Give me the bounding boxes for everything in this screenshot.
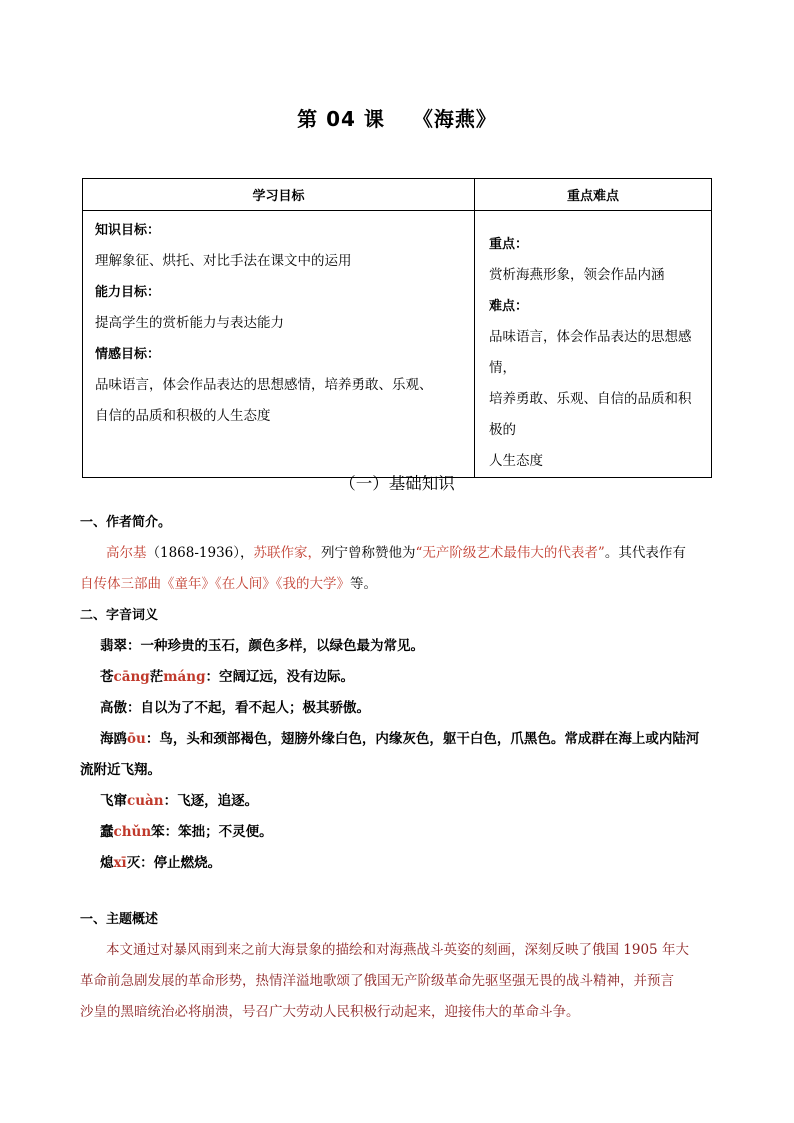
author-works-line: [80, 569, 725, 600]
author-nationality: 苏联作家，: [253, 545, 322, 561]
vocab-item: 翡翠：一种珍贵的玉石，颜色多样，以绿色最为常见。: [100, 638, 424, 654]
theme-text-2: 革命前急剧发展的革命形势，热情洋溢地歌颂了俄国无产阶级革命先驱坚强无畏的战斗精神，并预言: [80, 973, 674, 989]
vocab-item: 蠢chǔn笨：笨拙；不灵便。: [100, 824, 273, 840]
header-learning-goals: 学习目标: [83, 179, 475, 211]
vocab-item: 飞窜cuàn：飞逐，追逐。: [100, 793, 259, 809]
author-works: 自传体三部曲《童年》《在人间》《我的大学》: [80, 576, 350, 592]
author-heading: 一、作者简介。: [80, 515, 172, 530]
vocab-item: 海鸥ōu：鸟，头和颈部褐色，翅膀外缘白色，内缘灰色，躯干白色，爪黑色。常成群在海上或内陆河: [100, 731, 700, 747]
vocab-item: 高傲：自以为了不起，看不起人；极其骄傲。: [100, 700, 370, 716]
page-title: [0, 103, 794, 132]
author-intro-line: [80, 538, 725, 569]
learning-goals-cell: [83, 211, 475, 478]
vocab-item: 苍cāng茫máng：空阔辽远，没有边际。: [100, 669, 355, 685]
section-title: （一）基础知识: [339, 474, 455, 493]
ability-label: 能力目标：: [95, 285, 161, 300]
header-key-points: 重点难点: [475, 179, 712, 211]
vocab-section: [80, 600, 725, 879]
difficult-text-3: 人生态度: [489, 453, 543, 469]
author-works-tail: 等。: [350, 576, 377, 592]
emotion-text-1: 品味语言，体会作品表达的思想感情，培养勇敢、乐观、: [95, 377, 433, 393]
author-years: （1868-1936），: [146, 545, 254, 561]
theme-text-3: 沙皇的黑暗统治必将崩溃，号召广大劳动人民积极行动起来，迎接伟大的革命斗争。: [80, 1004, 580, 1020]
key-points-cell: [475, 211, 712, 478]
difficult-text-1: 品味语言，体会作品表达的思想感情，: [489, 329, 692, 376]
lesson-number: 第 04 课: [297, 107, 385, 131]
key-text: 赏析海燕形象，领会作品内涵: [489, 267, 665, 283]
ability-text: 提高学生的赏析能力与表达能力: [95, 315, 284, 331]
vocab-item: 熄xī灭：停止燃烧。: [100, 855, 222, 871]
author-section: [80, 507, 725, 600]
vocab-heading: 二、字音词义: [80, 608, 159, 623]
knowledge-text: 理解象征、烘托、对比手法在课文中的运用: [95, 253, 352, 269]
theme-section: [80, 904, 725, 1028]
author-desc-2: 。其代表作有: [604, 545, 686, 561]
theme-text-1: 本文通过对暴风雨到来之前大海景象的描绘和对海燕战斗英姿的刻画，深刻反映了俄国 1905 年大: [106, 942, 689, 958]
lesson-name: 《海燕》: [412, 107, 497, 131]
difficult-label: 难点：: [489, 299, 529, 314]
theme-heading: 一、主题概述: [80, 912, 159, 927]
goals-table: [82, 178, 712, 478]
emotion-label: 情感目标：: [95, 347, 161, 362]
vocab-item-continued: 流附近飞翔。: [80, 762, 161, 778]
author-name: 高尔基: [106, 545, 147, 561]
key-label: 重点：: [489, 237, 529, 252]
knowledge-label: 知识目标：: [95, 223, 161, 238]
emotion-text-2: 自信的品质和积极的人生态度: [95, 408, 271, 424]
difficult-text-2: 培养勇敢、乐观、自信的品质和积极的: [489, 391, 692, 438]
author-quote: “无产阶级艺术最伟大的代表者”: [415, 545, 605, 561]
author-desc: 列宁曾称赞他为: [321, 545, 416, 561]
